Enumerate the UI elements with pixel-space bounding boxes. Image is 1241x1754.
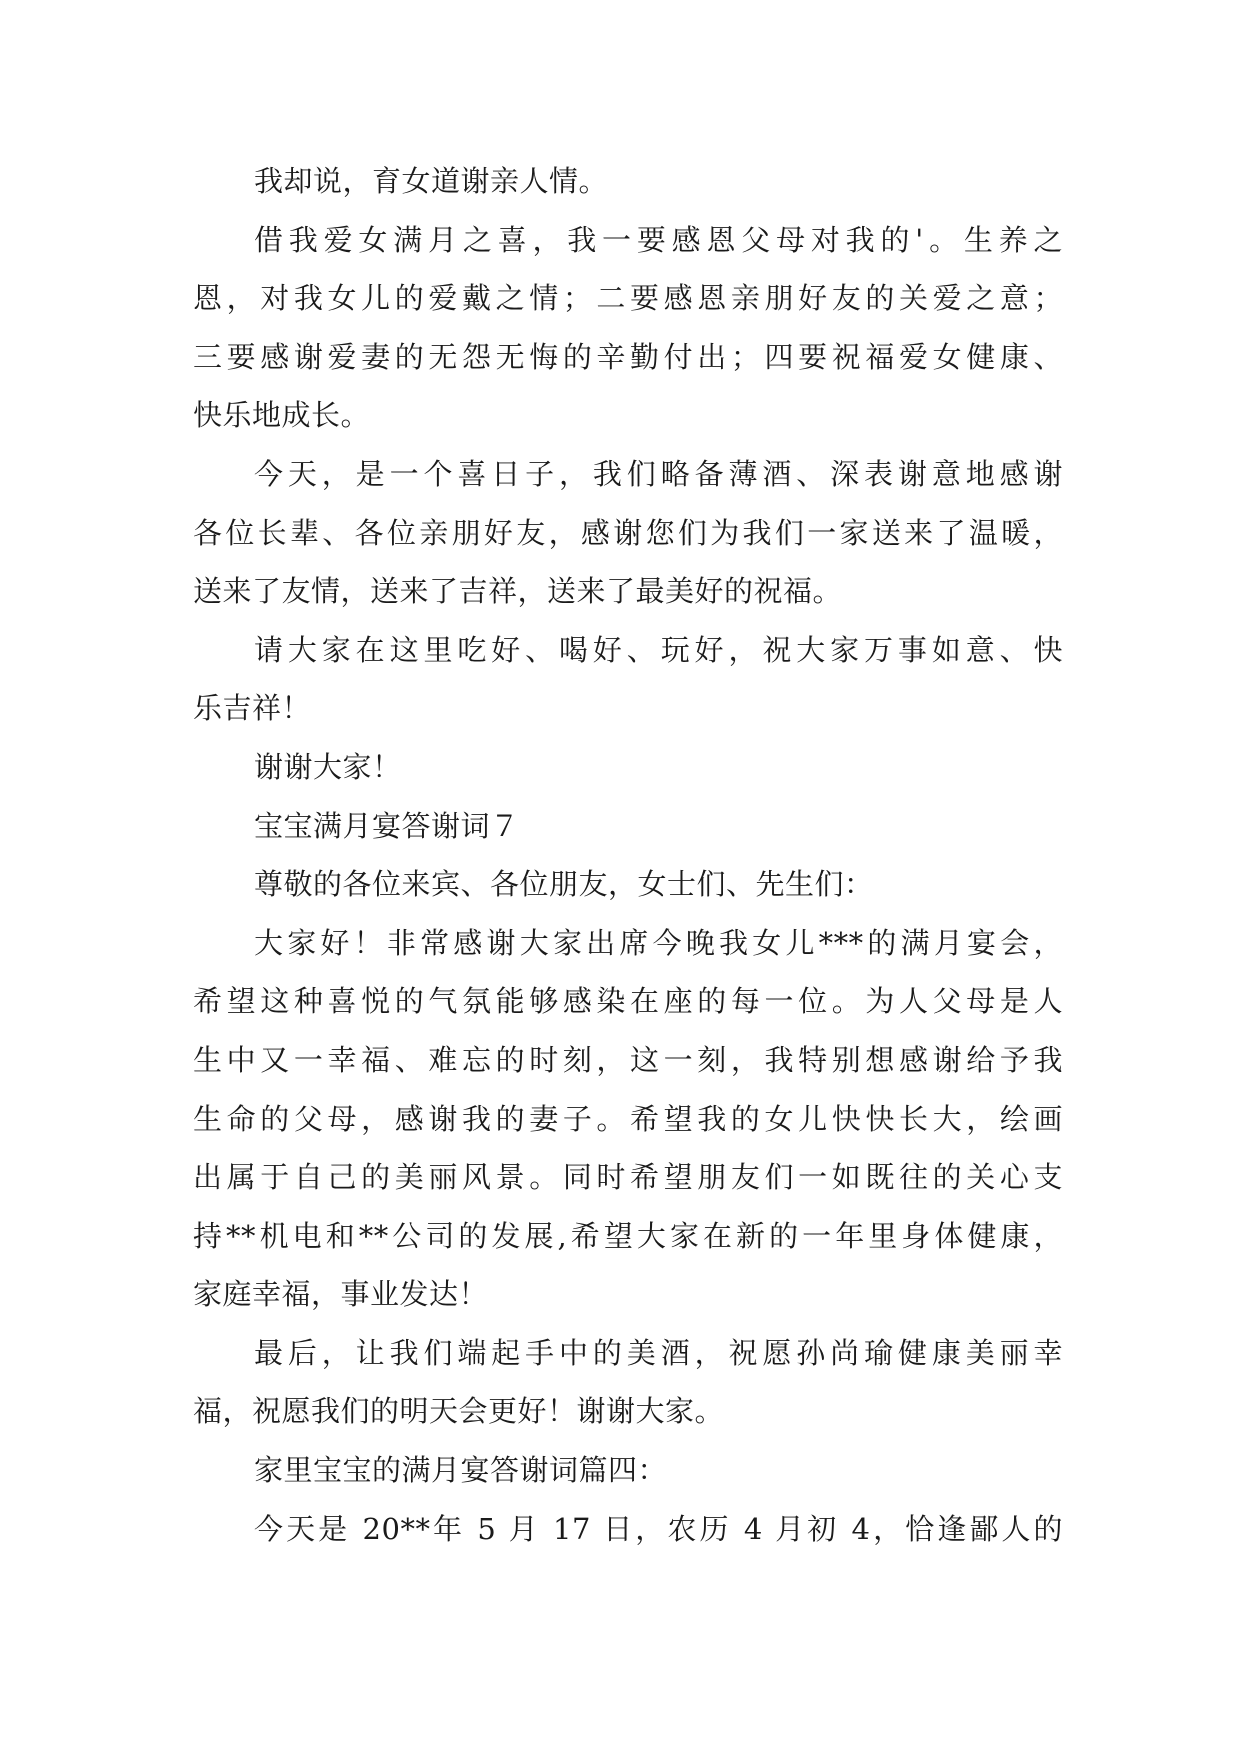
text-line: 借我爱女满月之喜，我一要感恩父母对我的'。生养之 — [254, 222, 1063, 257]
text-line: 今天，是一个喜日子，我们略备薄酒、深表谢意地感谢 — [254, 456, 1063, 491]
text-line: 家庭幸福，事业发达！ — [193, 1277, 489, 1312]
section-heading: 家里宝宝的满月宴答谢词篇四： — [254, 1453, 668, 1488]
text-line: 恩，对我女儿的爱戴之情；二要感恩亲朋好友的关爱之意； — [193, 281, 1063, 316]
text-line: 谢谢大家！ — [254, 749, 402, 784]
text-line: 请大家在这里吃好、喝好、玩好，祝大家万事如意、快 — [254, 632, 1063, 667]
text-line: 我却说，育女道谢亲人情。 — [254, 164, 609, 198]
text-line: 各位长辈、各位亲朋好友，感谢您们为我们一家送来了温暖， — [193, 515, 1063, 550]
text-line: 三要感谢爱妻的无怨无悔的辛勤付出；四要祝福爱女健康、 — [193, 339, 1063, 374]
text-line: 希望这种喜悦的气氛能够感染在座的每一位。为人父母是人 — [193, 984, 1063, 1019]
document-body — [193, 152, 1063, 1558]
text-line: 送来了友情，送来了吉祥，送来了最美好的祝福。 — [193, 574, 843, 609]
text-line: 出属于自己的美丽风景。同时希望朋友们一如既往的关心支 — [193, 1160, 1063, 1195]
text-line: 福，祝愿我们的明天会更好！谢谢大家。 — [193, 1394, 725, 1429]
text-line: 生中又一幸福、难忘的时刻，这一刻，我特别想感谢给予我 — [193, 1042, 1063, 1077]
text-line: 大家好！非常感谢大家出席今晚我女儿***的满月宴会， — [254, 925, 1063, 960]
text-line: 快乐地成长。 — [193, 398, 371, 433]
text-line: 持**机电和**公司的发展,希望大家在新的一年里身体健康， — [193, 1218, 1063, 1253]
section-heading: 宝宝满月宴答谢词７ — [254, 808, 520, 843]
text-line: 生命的父母，感谢我的妻子。希望我的女儿快快长大，绘画 — [193, 1101, 1063, 1136]
text-line: 最后，让我们端起手中的美酒，祝愿孙尚瑜健康美丽幸 — [254, 1335, 1063, 1370]
text-line: 乐吉祥！ — [193, 691, 312, 726]
text-line: 今天是 20**年 5 月 17 日，农历 4 月初 4，恰逢鄙人的 — [254, 1511, 1063, 1546]
text-line: 尊敬的各位来宾、各位朋友，女士们、先生们： — [254, 867, 874, 902]
